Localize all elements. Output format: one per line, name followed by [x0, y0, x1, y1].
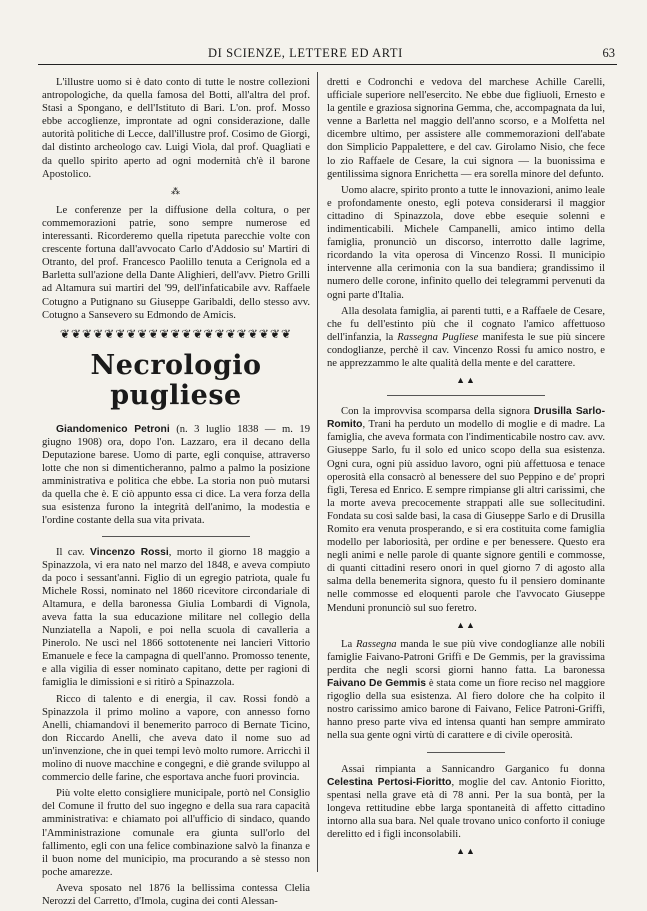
person-name-rossi: Vincenzo Rossi	[90, 546, 169, 558]
paragraph-rossi-condoglianze: Alla desolata famiglia, ai parenti tutti, e a Raffaele de Cesare, che fu dell'estinto più che il cognato l'amico affettuoso dell'infanzia, la Rassegna Pugliese manifesta le sue più sincere condoglianze, perchè il cav. Vincenzo Rossi fu amico nostro, e ne apprezzammo le alte qualità della mente e del carattere.	[327, 305, 606, 369]
journal-title: DI SCIENZE, LETTERE ED ARTI	[208, 46, 403, 60]
separator-ornament: ▲▲	[456, 375, 476, 386]
separator-ornament: ▲▲	[456, 846, 476, 857]
person-name-petroni: Giandomenico Petroni	[56, 423, 170, 435]
page-number: 63	[602, 46, 615, 60]
person-name-sarlo: Drusilla Sarlo-Romito	[327, 406, 605, 431]
paragraph-rossi-molino: Ricco di talento e di energia, il cav. Rossi fondò a Spinazzola il primo molino a vapore, con annesso forno Anelli, chiamandovi il benemerito parroco di Bernate Ticino, don Riccardo Anelli, che aveva dato il nome suo ad un'invenzione, che in quei tempi levò molto rumore. Arricchì il molino di nuove macchine e congegni, e diè grande sviluppo al commercio delle farine, che esportava anche fuori provincia.	[42, 693, 311, 784]
separator-rule	[387, 395, 545, 396]
paragraph-rossi-esequie: Uomo alacre, spirito pronto a tutte le innovazioni, animo leale e profondamente onesto, egli poteva considerarsi il maggior cittadino di Spinazzola, dove ebbe esequie solenni e indimenticabili. Michele Campanelli, amico intimo della famiglia, pronunciò un discorso, interrotto dalle lagrime, ricordando la vita operosa di Vincenzo Rossi. Il municipio intervenne alla cerimonia con la sua bandiera; grandissimo il numero delle corone, infinito quello dei telegrammi pervenuti da ogni parte d'Italia.	[327, 184, 605, 301]
obituary-fioritto: Assai rimpianta a Sannicandro Garganico fu donna Celestina Pertosi-Fioritto, moglie del cav. Antonio Fioritto, spentasi nella grave età di 78 anni. Per la sua bontà, per la longeva rettitudine ebbe larga spontaneità di affetto cittadino intorno alla sua bara. Nel quale trovano unico conforto il coniuge derelitto ed i figli inconsolabili.	[327, 763, 605, 840]
paragraph-mosso: L'illustre uomo si è dato conto di tutte le nostre collezioni antropologiche, da quella famosa del Botti, all'altra del prof. Stasi a Spongano, e dell'Istituto di Bari. L'on. prof. Mosso ebbe accoglienze, improntate ad ogni considerazione, dalle autorità politiche di Lecce, dall'illustre prof. Cosimo de Giorgi, dal distinto archeologo cav. Luigi Viola, dal prof. Quagliati e da quello spirito aperto ad ogni modernità ch'è il barone Apostolico.	[42, 77, 310, 180]
obituary-de-gemmis: La Rassegna manda le sue più vive condoglianze alle nobili famiglie Faivano-Patroni Griffi e De Gemmis, per la gravissima perdita che negli scorsi giorni hanno fatta. La baronessa Faivano De Gemmis è stata come un fiore reciso nel maggiore rigoglio della sua esistenza. Al fiero dolore che ha colpito il nostro carissimo amico barone di Faivano, Felice Patroni-Griffi, hanno preso parte viva ed intensa quanti han sempre ammirato nella sua gente ogni virtù di carattere e di civile operosità.	[327, 638, 606, 742]
person-name-de-gemmis: Faivano De Gemmis	[327, 678, 426, 690]
right-column	[327, 76, 605, 864]
journal-name-italic: Rassegna Pugliese	[397, 331, 479, 343]
section-title: Necrologio pugliese	[90, 349, 262, 411]
dinkus-ornament: ⁂	[171, 185, 181, 196]
paragraph-rossi-consiglio: Più volte eletto consigliere municipale, portò nel Consiglio del Comune il frutto del suo ingegno e della sua rara capacità amministrativa: e chiamato poi all'ufficio di sindaco, quando l'Amministrazione comunale era giunta sull'orlo del fallimento, egli con una felice combinazione salvò la finanza e il buon nome del municipio, ma procurando a sè stesso non poche amarezze.	[42, 788, 310, 878]
left-column	[42, 76, 310, 911]
separator-ornament: ▲▲	[456, 619, 476, 630]
floral-border-ornament: ❦❦❦❦❦❦❦❦❦❦❦❦❦❦❦❦❦❦❦❦❦	[59, 327, 293, 341]
obituary-sarlo: Con la improvvisa scomparsa della signora Drusilla Sarlo-Romito, Trani ha perduto un modello di moglie e di madre. La famiglia, che aveva formata con l'indimenticabile nostro cav. avv. Giuseppe Sarlo, fu il solo ed unico scopo della sua esistenza. Ogni cura, ogni più assiduo lavoro, ogni più affettuosa e tenace operosità ella consacrò al benessere del suo Peppino e de' propri figli, Teresa ed Enrico. E sempre rimpianse gli altri carissimi, che la morte aveva precocemente strappati alle sue sollecitudini. Fondata su così salde basi, la casa di Giuseppe Sarlo e di Drusilla Romito era venuta prosperando, e si era costituita come famiglia modello per laboriosità, per ordine e per benessere. Questo era negli animi e nelle parole di quante signore gentili e commosse, di quanti cittadini resero onori in quel giorno 7 di agosto alla salma della benemerita signora, questo fu il pensiero dominante nelle commosse ed eloquenti parole che l'avvocato Giuseppe Menduni pronunciò sul suo feretro.	[327, 406, 605, 614]
obituary-petroni: Giandomenico Petroni (n. 3 luglio 1838 — m. 19 giugno 1908) ora, dopo l'on. Lazzaro, era il decano della Deputazione barese. Uomo di parte, egli conquise, attraverso lotte che non si dimenticheranno, palmo a palmo la posizione amministrativa e politica che ebbe. La storia non può mutarsi da quella che è. E ciò appunto essa ci dice. La vera forza della sua esistenza furono la integrità dell'animo, la modestia e l'ordine costante della sua vita privata.	[42, 423, 310, 527]
paragraph-conferenze: Le conferenze per la diffusione della coltura, o per commemorazioni patrie, sono sempre numerose ed interessanti. Ricorderemo quella ripetuta parecchie volte con crescente fortuna dall'avvocato Carlo d'Addosio su' Martiri di Otranto, del prof. Francesco Paolillo tenuta a Cerignola ed a Barletta sull'azione della Dante Alighieri, dell'avv. Pietro Grilli ad Altamura sui martiri del '99, dell'infaticabile avv. Raffaele Cotugno a Putignano su Giuseppe Garibaldi, dello stesso avv. Cotugno a Sansevero su Edmondo de Amicis.	[42, 204, 310, 321]
obituary-rossi: Il cav. Vincenzo Rossi, morto il giorno 18 maggio a Spinazzola, vi era nato nel marzo del 1848, e aveva compiuto da poco i sessant'anni. Figlio di un egregio patriota, quale fu Michele Rossi, nominato nel 1860 ricevitore circondariale di Altamura, e della baronessa Giulia Lombardi di Vignola, aveva fatta la sua educazione militare nel collegio della Nunziatella a Napoli, e poi nella scuola di cavalleria a Pinerolo. Ne uscì nel 1866 sottotenente nei lancieri Vittorio Emanuele e fece la campagna di quell'anno. Promosso tenente, e alla vigilia di esser nominato capitano, dette per ragioni di famiglia le dimissioni e si ritirò a Spinazzola.	[42, 546, 310, 689]
paragraph-rossi-continued: dretti e Codronchi e vedova del marchese Achille Carelli, ufficiale superiore nell'esercito. Ne ebbe due figliuoli, Ernesto e la gentile e graziosa signorina Gemma, che, accompagnata da lui, venne a Barletta nel maggio dell'anno scorso, e a Molfetta nel dicembre ultimo, per assistere alle commemorazioni dell'abate don Simplicio Pappalettere, e del cav. Girolamo Nisio, che fece lo zio Raffaele de Cesare, la cui signora — la buonissima e gentilissima signora Enrichetta — era sorella minore del defunto.	[327, 77, 605, 180]
separator-rule	[427, 752, 505, 753]
person-name-fioritto: Celestina Pertosi-Fioritto	[327, 776, 452, 788]
paragraph-rossi-sposato: Aveva sposato nel 1876 la bellissima contessa Clelia Nerozzi del Carretto, d'Imola, cugina dei conti Alessan-	[42, 882, 310, 907]
running-header	[38, 44, 617, 65]
separator-rule	[102, 536, 250, 537]
column-divider	[317, 72, 318, 872]
